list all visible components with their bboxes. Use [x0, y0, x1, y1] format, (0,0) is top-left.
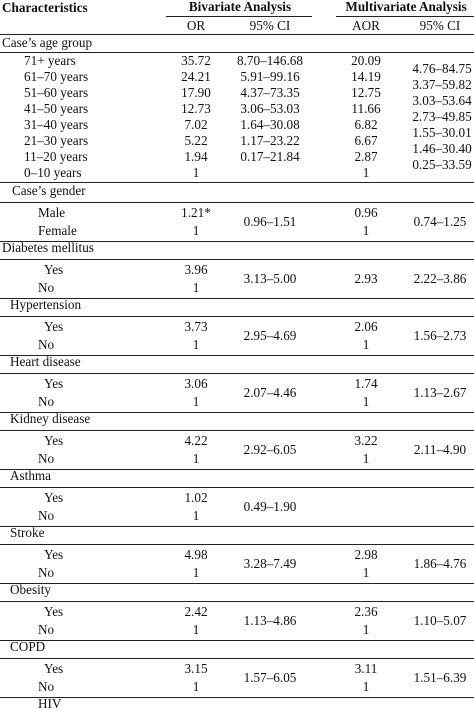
- age-group-label: Case’s age group: [2, 35, 93, 50]
- age-row-aor-ci: 1.46–30.40: [412, 141, 472, 156]
- group-aor-ref: 1: [362, 223, 370, 238]
- age-row-aor-ci: 2.73–49.85: [412, 109, 472, 124]
- group-aor-ci: 1.10–5.07: [413, 613, 467, 628]
- group-bottom-rule: [0, 583, 474, 584]
- age-row-ci: 8.70–146.68: [237, 53, 303, 68]
- age-row-or: 1: [192, 165, 200, 180]
- age-row-label: 31–40 years: [24, 117, 89, 132]
- age-row-aor: 12.75: [351, 85, 381, 100]
- group-label: COPD: [10, 639, 46, 654]
- age-row-ci: 1.64–30.08: [240, 117, 300, 132]
- group-ci: 1.57–6.05: [243, 670, 297, 685]
- group-bottom-rule: [0, 640, 474, 641]
- group-or-ref: 1: [192, 679, 200, 694]
- group-aor-ci: 2.22–3.86: [413, 271, 467, 286]
- group-or-ref: 1: [192, 451, 200, 466]
- group-ci: 0.49–1.90: [243, 499, 297, 514]
- group-aor-ci: 0.74–1.25: [413, 214, 467, 229]
- group-ci: 0.96–1.51: [243, 214, 297, 229]
- group-rule: [0, 658, 474, 659]
- group-label: Kidney disease: [10, 411, 91, 426]
- age-row-aor: 6.67: [354, 133, 378, 148]
- group-ci: 2.92–6.05: [243, 442, 297, 457]
- group-or-ref: 1: [192, 622, 200, 637]
- header-or: OR: [186, 18, 206, 33]
- group-aor-ref: 1: [362, 622, 370, 637]
- age-row-or: 5.22: [184, 133, 208, 148]
- group-aor-ci: 1.56–2.73: [413, 328, 467, 343]
- group-or: 1.02: [184, 490, 208, 505]
- group-no-label: No: [38, 679, 55, 694]
- group-label: Obesity: [10, 582, 52, 597]
- age-row-label: 71+ years: [24, 53, 76, 68]
- group-or-ref: 1: [192, 565, 200, 580]
- group-rule: [0, 430, 474, 431]
- group-label: Case’s gender: [12, 183, 86, 198]
- group-or: 3.06: [184, 376, 208, 391]
- group-aor: 2.36: [354, 604, 378, 619]
- age-row-aor-ci: 3.37–59.82: [412, 77, 472, 92]
- group-rule: [0, 259, 474, 260]
- group-or: 1.21*: [181, 205, 211, 220]
- age-row-aor-ci: 3.03–53.64: [412, 93, 472, 108]
- group-aor: 3.22: [354, 433, 378, 448]
- group-no-label: Female: [38, 223, 77, 238]
- age-row-or: 35.72: [181, 53, 211, 68]
- group-rule: [0, 316, 474, 317]
- group-aor: 0.96: [354, 205, 378, 220]
- group-or-ref: 1: [192, 223, 200, 238]
- group-no-label: No: [38, 508, 55, 523]
- age-row-label: 61–70 years: [24, 69, 89, 84]
- age-row-aor: 1: [362, 165, 370, 180]
- group-rule: [0, 202, 474, 203]
- group-yes-label: Yes: [44, 547, 64, 562]
- group-no-label: No: [38, 622, 55, 637]
- age-row-aor-ci: 0.25–33.59: [412, 157, 472, 172]
- age-row-aor: 14.19: [351, 69, 381, 84]
- group-rule: [0, 373, 474, 374]
- group-yes-label: Yes: [44, 433, 64, 448]
- header-ci-multivariate: 95% CI: [419, 18, 461, 33]
- group-or: 4.98: [184, 547, 208, 562]
- age-row-aor: 20.09: [351, 53, 381, 68]
- group-or: 4.22: [184, 433, 208, 448]
- age-row-aor-ci: 4.76–84.75: [412, 61, 472, 76]
- age-row-aor: 6.82: [354, 117, 378, 132]
- group-or: 3.73: [184, 319, 208, 334]
- group-yes-label: Yes: [44, 319, 64, 334]
- group-aor: 2.06: [354, 319, 378, 334]
- group-aor: 1.74: [354, 376, 378, 391]
- group-aor-ci: 1.86–4.76: [413, 556, 467, 571]
- group-rule: [0, 544, 474, 545]
- header-multivariate: Multivariate Analysis: [345, 0, 467, 14]
- age-row-ci: 5.91–99.16: [240, 69, 300, 84]
- group-yes-label: Yes: [44, 490, 64, 505]
- group-aor-ref: 1: [362, 565, 370, 580]
- group-aor-ci: 2.11–4.90: [413, 442, 467, 457]
- age-row-or: 17.90: [181, 85, 211, 100]
- group-aor: 2.93: [354, 271, 378, 286]
- age-row-aor: 2.87: [354, 149, 378, 164]
- group-aor-ci: 1.13–2.67: [413, 385, 467, 400]
- group-ci: 2.95–4.69: [243, 328, 297, 343]
- group-aor-ref: 1: [362, 451, 370, 466]
- group-aor-ci: 1.51–6.39: [413, 670, 467, 685]
- group-yes-label: Yes: [44, 262, 64, 277]
- group-yes-label: Yes: [44, 661, 64, 676]
- multivariate-underline: [336, 16, 474, 17]
- age-row-or: 1.94: [184, 149, 208, 164]
- group-or-ref: 1: [192, 337, 200, 352]
- age-row-or: 12.73: [181, 101, 211, 116]
- group-bottom-rule: [0, 469, 474, 470]
- group-label: Asthma: [10, 468, 52, 483]
- group-aor: 2.98: [354, 547, 378, 562]
- group-no-label: No: [38, 280, 55, 295]
- header-bivariate: Bivariate Analysis: [188, 0, 292, 14]
- age-row-label: 41–50 years: [24, 101, 89, 116]
- group-or-ref: 1: [192, 280, 200, 295]
- age-row-aor: 11.66: [351, 101, 381, 116]
- age-row-ci: 0.17–21.84: [240, 149, 300, 164]
- group-ci: 3.13–5.00: [243, 271, 297, 286]
- age-row-ci: 4.37–73.35: [240, 85, 300, 100]
- group-aor-ref: 1: [362, 679, 370, 694]
- age-row-or: 7.02: [184, 117, 208, 132]
- group-label: Stroke: [10, 525, 45, 540]
- header-ci-bivariate: 95% CI: [249, 18, 291, 33]
- group-aor-ref: 1: [362, 337, 370, 352]
- group-yes-label: Yes: [44, 376, 64, 391]
- age-row-label: 11–20 years: [24, 149, 88, 164]
- header-aor: AOR: [352, 18, 380, 33]
- bivariate-underline: [166, 16, 312, 17]
- group-or-ref: 1: [192, 508, 200, 523]
- group-label: Hypertension: [10, 297, 82, 312]
- group-or-ref: 1: [192, 394, 200, 409]
- group-label: Diabetes mellitus: [2, 240, 94, 255]
- hiv-label: HIV: [38, 696, 62, 711]
- group-no-label: No: [38, 451, 55, 466]
- group-yes-label: Male: [38, 205, 66, 220]
- group-or: 2.42: [184, 604, 208, 619]
- age-row-or: 24.21: [181, 69, 211, 84]
- group-rule: [0, 487, 474, 488]
- group-rule: [0, 601, 474, 602]
- age-row-label: 21–30 years: [24, 133, 89, 148]
- group-no-label: No: [38, 337, 55, 352]
- group-ci: 2.07–4.46: [243, 385, 297, 400]
- group-label: Heart disease: [10, 354, 81, 369]
- age-row-label: 0–10 years: [24, 165, 82, 180]
- age-row-aor-ci: 1.55–30.01: [412, 125, 472, 140]
- group-yes-label: Yes: [44, 604, 64, 619]
- age-row-ci: 1.17–23.22: [240, 133, 300, 148]
- group-aor-ref: 1: [362, 394, 370, 409]
- group-or: 3.15: [184, 661, 208, 676]
- group-bottom-rule: [0, 526, 474, 527]
- group-aor: 3.11: [354, 661, 378, 676]
- age-row-ci: 3.06–53.03: [240, 101, 300, 116]
- group-no-label: No: [38, 394, 55, 409]
- group-ci: 1.13–4.86: [243, 613, 297, 628]
- age-row-label: 51–60 years: [24, 85, 89, 100]
- group-ci: 3.28–7.49: [243, 556, 297, 571]
- group-bottom-rule: [0, 697, 474, 698]
- group-no-label: No: [38, 565, 55, 580]
- group-or: 3.96: [184, 262, 208, 277]
- header-characteristics: Characteristics: [2, 0, 88, 15]
